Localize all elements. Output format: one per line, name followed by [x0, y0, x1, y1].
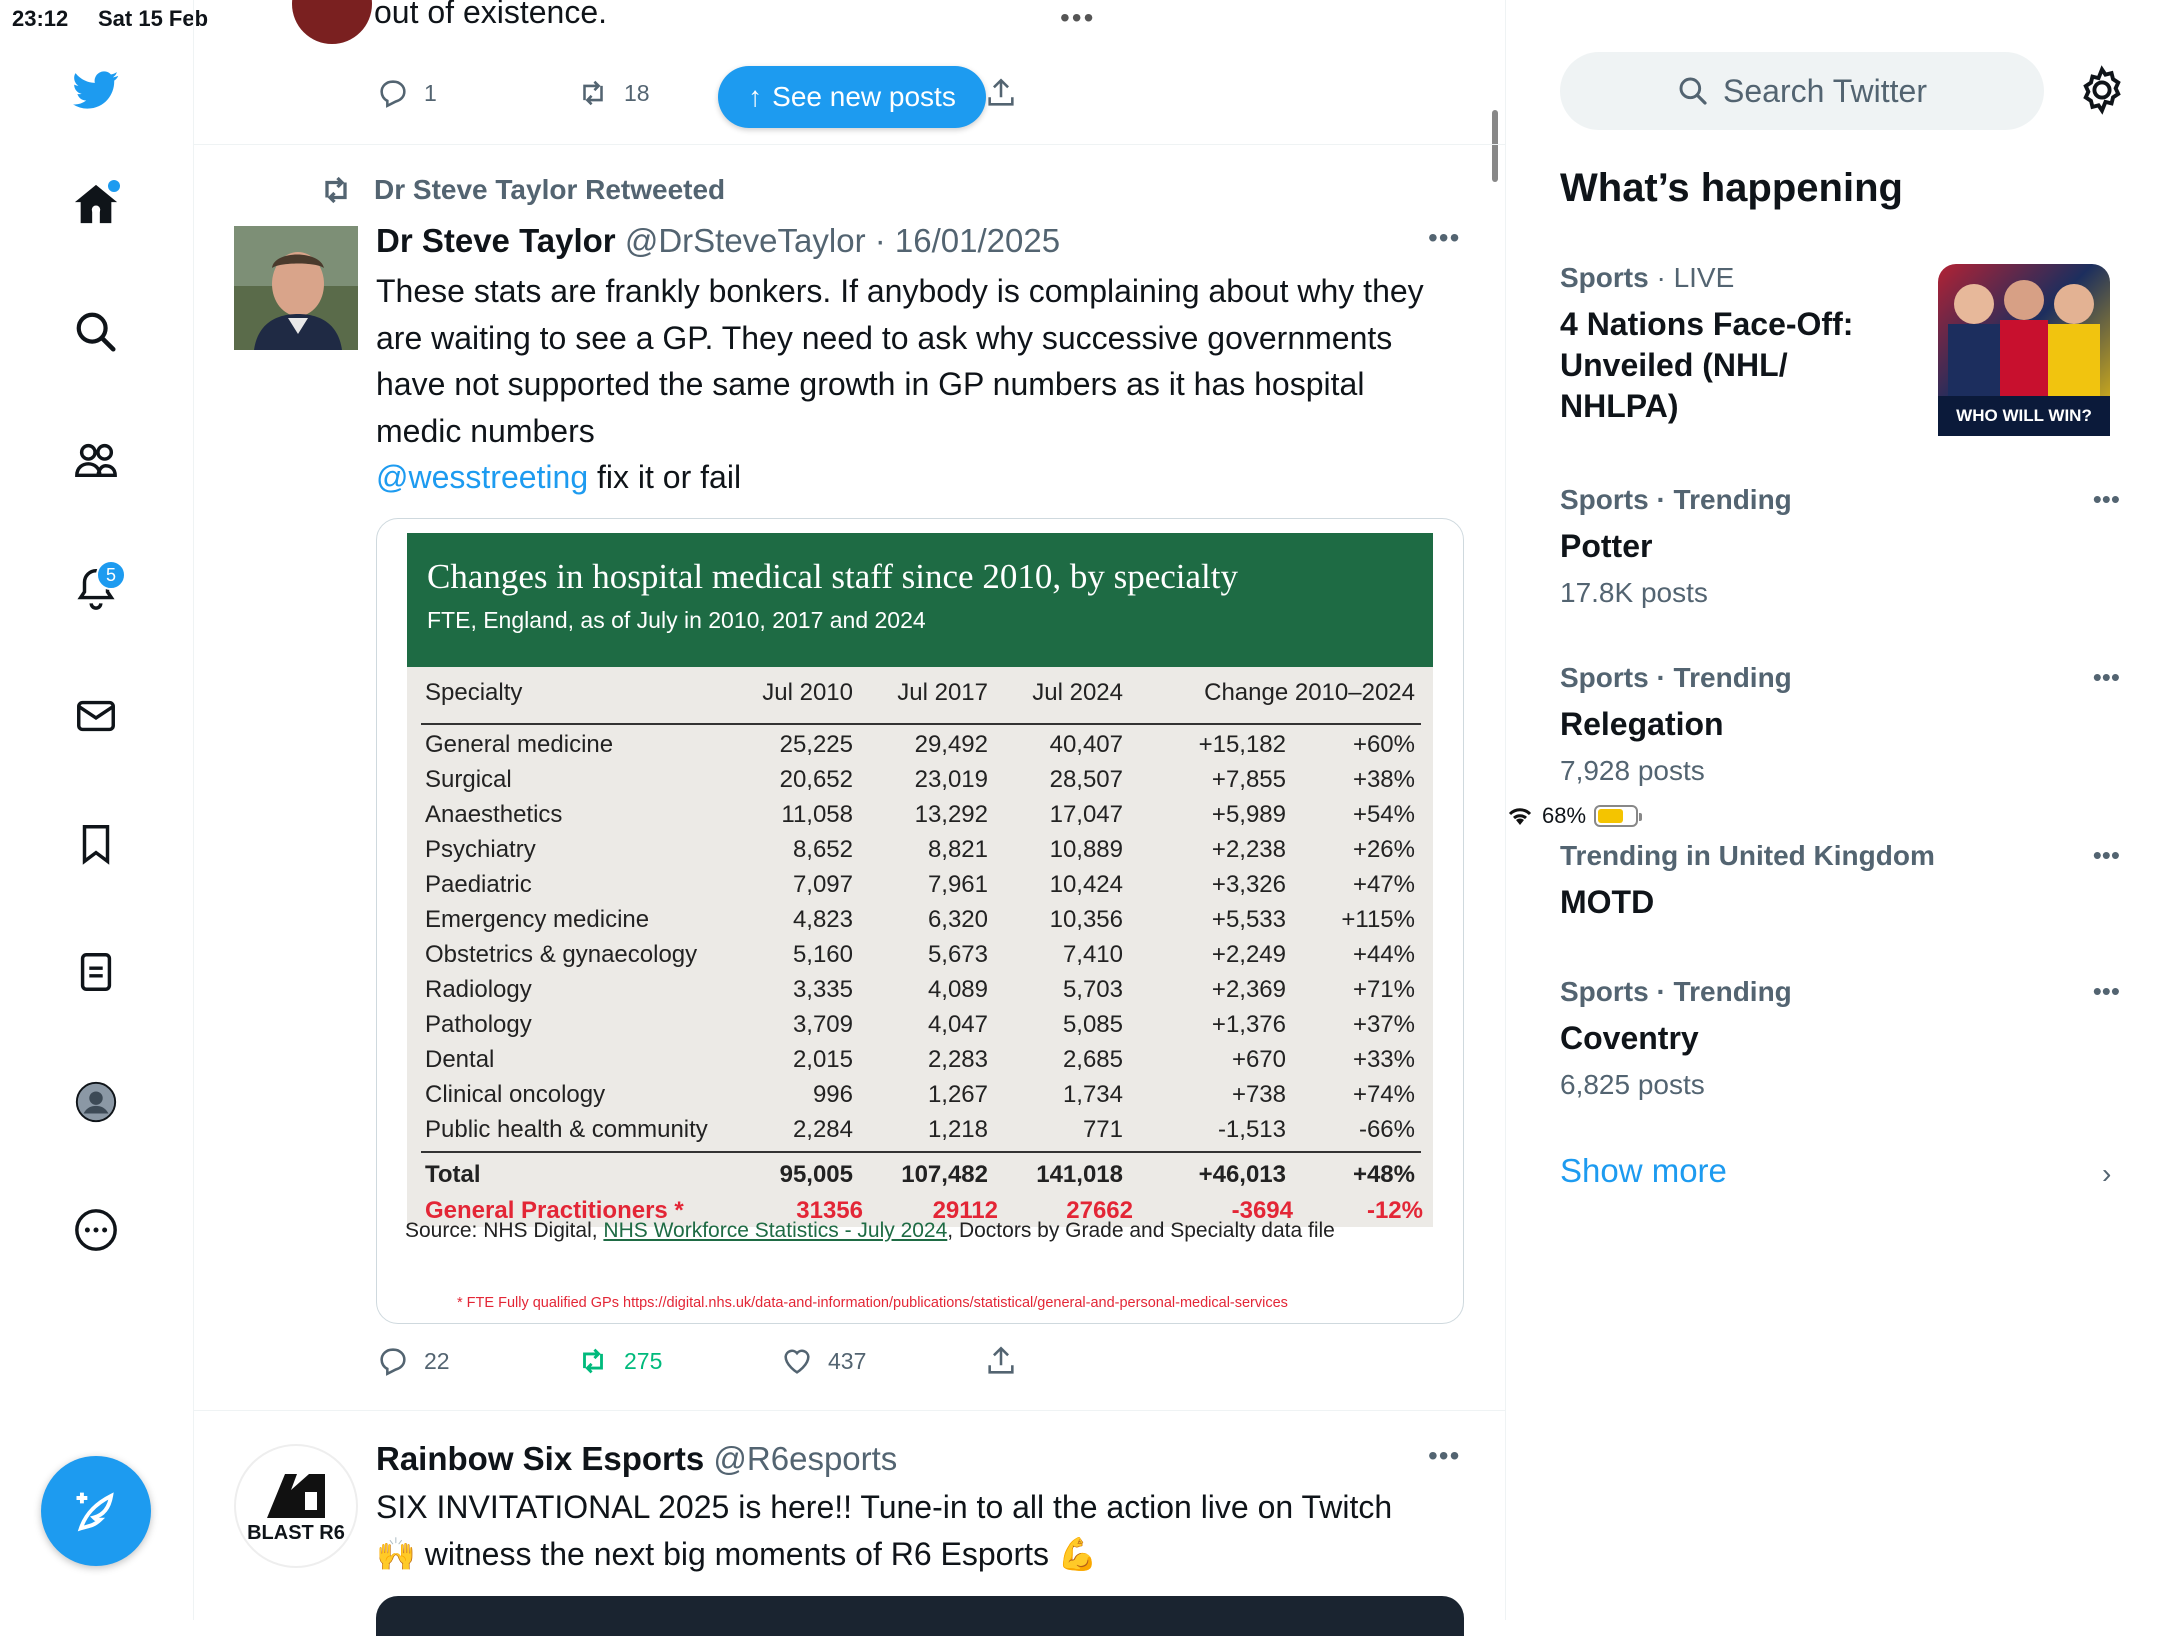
table-row [407, 836, 1433, 872]
trend-topic: MOTD [1560, 884, 1655, 920]
home-icon[interactable] [60, 168, 132, 240]
trend-more-icon[interactable]: ••• [2092, 840, 2120, 870]
table-cell: +37% [1352, 1011, 1415, 1038]
table-cell: +74% [1352, 1081, 1415, 1108]
table-row [407, 871, 1433, 907]
tweet-more-icon[interactable]: ••• [1428, 222, 1461, 253]
table-cell: General medicine [425, 731, 614, 758]
search-icon [1677, 75, 1709, 107]
table-row [407, 1081, 1433, 1117]
header-cell: Specialty [425, 679, 523, 706]
compose-feather-icon [70, 1485, 122, 1537]
table-total-row [407, 1161, 1433, 1197]
messages-icon[interactable] [60, 680, 132, 752]
table-row [407, 1046, 1433, 1082]
table-cell: 29112 [932, 1197, 998, 1224]
mention-link[interactable]: @wesstreeting [376, 459, 589, 495]
home-new-dot [108, 180, 120, 192]
status-date: Sat 15 Feb [98, 6, 209, 31]
table-cell: 11,058 [781, 801, 853, 828]
table-cell: +38% [1352, 766, 1415, 793]
table-cell: +115% [1341, 906, 1415, 933]
right-sidebar [1506, 0, 2160, 1620]
trend-meta: Sports · Trending [1560, 484, 1792, 515]
table-cell: 5,160 [792, 941, 853, 968]
table-cell: 10,889 [1049, 836, 1123, 863]
table-row [407, 766, 1433, 802]
compose-post-button[interactable] [41, 1456, 151, 1566]
table-cell: 2,015 [792, 1046, 853, 1073]
tweet-more-icon[interactable]: ••• [1428, 1440, 1461, 1471]
profile-icon[interactable] [60, 1066, 132, 1138]
table-cell: Total [425, 1161, 481, 1188]
trend-topic: Coventry [1560, 1020, 1699, 1056]
retweet-button[interactable] [576, 1344, 662, 1378]
tweet-date[interactable]: · 16/01/2025 [874, 222, 1061, 259]
trend-item[interactable] [1560, 976, 2120, 1101]
prev-tweet-text: out of existence. [374, 0, 608, 30]
table-cell: 7,961 [927, 871, 988, 898]
table-cell: +60% [1352, 731, 1415, 758]
header-cell: Change 2010–2024 [1204, 679, 1415, 706]
share-icon [984, 1344, 1018, 1378]
notification-count-badge: 5 [96, 560, 126, 590]
trend-item[interactable] [1560, 662, 2120, 787]
table-header-row [407, 679, 1433, 715]
table-cell: Emergency medicine [425, 906, 650, 933]
trend-count: 7,928 posts [1560, 755, 1705, 786]
header-cell: Jul 2017 [897, 679, 988, 706]
notifications-icon[interactable] [60, 552, 132, 624]
table-header-banner [407, 533, 1433, 667]
table-cell: Surgical [425, 766, 512, 793]
table-cell: 5,703 [1062, 976, 1123, 1003]
table-cell: 25,225 [779, 731, 853, 758]
table-cell: 8,821 [927, 836, 988, 863]
table-cell: 107,482 [901, 1161, 988, 1188]
table-cell: 8,652 [792, 836, 853, 863]
table-row [407, 941, 1433, 977]
tweet-image[interactable] [376, 518, 1464, 1324]
table-cell: Dental [425, 1046, 495, 1073]
next-tweet-text: SIX INVITATIONAL 2025 is here!! Tune-in to all the action live on Twitch 🙌 witness the next big moments of R6 Esports 💪 [376, 1489, 1393, 1572]
table-cell: 95,005 [779, 1161, 853, 1188]
table-cell: Anaesthetics [425, 801, 563, 828]
like-count: 437 [828, 1347, 867, 1374]
table-cell: 10,424 [1049, 871, 1123, 898]
reply-button[interactable] [376, 1344, 450, 1378]
table-cell: Radiology [425, 976, 532, 1003]
table-cell: +33% [1352, 1046, 1415, 1073]
settings-gear-icon[interactable] [2076, 64, 2128, 116]
blast-r6-logo [261, 1468, 331, 1524]
share-icon [984, 76, 1018, 110]
table-row [407, 1011, 1433, 1047]
table-rule [421, 1151, 1421, 1153]
prev-reply-count: 1 [424, 79, 437, 106]
table-cell: 4,089 [927, 976, 988, 1003]
table-cell: 28,507 [1049, 766, 1123, 793]
trend-more-icon[interactable]: ••• [2092, 484, 2120, 514]
communities-icon[interactable] [60, 424, 132, 496]
table-cell: 7,097 [792, 871, 853, 898]
table-footnote: * FTE Fully qualified GPs https://digital.nhs.uk/data-and-information/publications/statistical/general-and-personal-medical-services [457, 1295, 1288, 1311]
trend-meta: Sports · Trending [1560, 976, 1792, 1007]
trend-meta: Sports · Trending [1560, 662, 1792, 693]
timeline[interactable] [194, 0, 1506, 1620]
data-table [407, 667, 1433, 1227]
table-row [407, 976, 1433, 1012]
table-cell: +71% [1352, 976, 1415, 1003]
table-row [407, 1116, 1433, 1152]
table-cell: 1,218 [927, 1116, 988, 1143]
table-cell: +3,326 [1211, 871, 1286, 898]
table-cell: 20,652 [779, 766, 853, 793]
table-cell: 4,823 [792, 906, 853, 933]
table-cell: 40,407 [1049, 731, 1123, 758]
table-cell: +1,376 [1211, 1011, 1286, 1038]
author-name[interactable]: Dr Steve Taylor [376, 222, 616, 259]
table-cell: 7,410 [1062, 941, 1123, 968]
retweet-count: 275 [624, 1347, 663, 1374]
next-tweet-header [376, 1440, 897, 1478]
table-cell: 2,283 [927, 1046, 988, 1073]
hockey-players-image [1938, 264, 2110, 396]
table-cell: +7,855 [1211, 766, 1286, 793]
table-cell: +2,369 [1211, 976, 1286, 1003]
table-cell: 5,085 [1062, 1011, 1123, 1038]
bookmarks-icon[interactable] [60, 808, 132, 880]
more-icon[interactable] [60, 1194, 132, 1266]
table-cell: 1,267 [927, 1081, 988, 1108]
table-cell: +44% [1352, 941, 1415, 968]
table-cell: -66% [1358, 1116, 1415, 1143]
status-time: 23:12 [12, 6, 69, 31]
table-cell: 2,284 [792, 1116, 853, 1143]
table-cell: 27662 [1066, 1197, 1133, 1224]
r6-avatar[interactable] [234, 1444, 358, 1568]
table-rule [421, 723, 1421, 725]
table-cell: 141,018 [1036, 1161, 1123, 1188]
trend-item[interactable] [1560, 484, 2120, 609]
left-nav [0, 0, 194, 1620]
retweet-icon [576, 76, 610, 110]
header-cell: Jul 2024 [1032, 679, 1123, 706]
trend-topic: 4 Nations Face-Off: Unveiled (NHL/ NHLPA) [1560, 306, 1854, 424]
table-cell: 771 [1082, 1116, 1123, 1143]
trend-item[interactable] [1560, 840, 2120, 923]
reply-count: 22 [424, 1347, 450, 1374]
trend-count: 6,825 posts [1560, 1069, 1705, 1100]
table-cell: +670 [1231, 1046, 1286, 1073]
tweet-body: These stats are frankly bonkers. If anybody is complaining about why they are waiting to see a GP. They need to ask why successive governments have not supported the same growth in GP numbers as it has hospital medic numbers [376, 273, 1424, 449]
table-cell: 2,685 [1062, 1046, 1123, 1073]
table-cell: 31356 [796, 1197, 863, 1224]
source-link: NHS Workforce Statistics - July 2024 [603, 1219, 948, 1242]
table-subtitle: FTE, England, as of July in 2010, 2017 and 2024 [427, 607, 926, 633]
table-title: Changes in hospital medical staff since 2010, by specialty [427, 557, 1238, 596]
table-source [405, 1219, 1335, 1243]
prev-retweet-count: 18 [624, 79, 650, 106]
table-cell: 10,356 [1049, 906, 1123, 933]
see-new-posts-button[interactable] [718, 66, 986, 128]
trend-count: 17.8K posts [1560, 577, 1708, 608]
retweeted-by-line[interactable] [318, 172, 725, 208]
table-cell: Public health & community [425, 1116, 708, 1143]
table-cell: -1,513 [1217, 1116, 1286, 1143]
trend-meta: Sports · LIVE [1560, 262, 1735, 293]
table-cell: Clinical oncology [425, 1081, 606, 1108]
table-cell: Pathology [425, 1011, 532, 1038]
table-cell: +54% [1352, 801, 1415, 828]
arrow-up-icon: ↑ [748, 81, 763, 112]
table-cell: -12% [1366, 1197, 1423, 1224]
tweet-text [376, 268, 1456, 501]
table-cell: 4,047 [927, 1011, 988, 1038]
search-icon[interactable] [60, 296, 132, 368]
table-cell: 3,709 [792, 1011, 853, 1038]
tweet-divider [194, 1410, 1506, 1411]
lists-icon[interactable] [60, 936, 132, 1008]
tweet-body-tail: fix it or fail [588, 459, 742, 495]
retweet-icon [576, 1344, 610, 1378]
retweet-icon [318, 172, 354, 208]
table-cell: 23,019 [914, 766, 988, 793]
table-cell: 13,292 [914, 801, 988, 828]
source-prefix: Source: NHS Digital, [405, 1219, 604, 1242]
table-cell: 996 [812, 1081, 853, 1108]
search-placeholder: Search Twitter [1723, 72, 1927, 109]
table-cell: -3694 [1231, 1197, 1293, 1224]
chevron-right-icon: › [2102, 1158, 2112, 1189]
reply-icon [376, 76, 410, 110]
r6-avatar-text: BLAST R6 [247, 1521, 345, 1544]
whats-happening-title: What’s happening [1560, 166, 1903, 210]
table-cell: Psychiatry [425, 836, 536, 863]
author-handle[interactable]: @DrSteveTaylor [624, 222, 866, 259]
share-button[interactable] [984, 1344, 1018, 1378]
see-new-posts-label: See new posts [772, 81, 956, 112]
twitter-logo-icon[interactable] [60, 54, 132, 126]
like-button[interactable] [780, 1344, 866, 1378]
table-row [407, 906, 1433, 942]
header-cell: Jul 2010 [762, 679, 853, 706]
reply-icon [376, 1344, 410, 1378]
source-suffix: , Doctors by Grade and Specialty data file [947, 1219, 1335, 1242]
tweet-divider [194, 144, 1506, 145]
heart-icon [780, 1344, 814, 1378]
table-cell: +738 [1231, 1081, 1286, 1108]
table-row [407, 801, 1433, 837]
table-cell: +48% [1352, 1161, 1415, 1188]
retweeted-by-label: Dr Steve Taylor Retweeted [374, 174, 726, 205]
battery-percent: 68% [1542, 803, 1587, 828]
table-cell: Obstetrics & gynaecology [425, 941, 698, 968]
prev-reply-button[interactable] [376, 76, 437, 110]
table-cell: 5,673 [927, 941, 988, 968]
next-tweet-media[interactable] [376, 1596, 1464, 1636]
table-cell: +26% [1352, 836, 1415, 863]
table-row [407, 731, 1433, 767]
multitasking-dots-icon[interactable]: ••• [1060, 2, 1096, 33]
table-cell: +5,533 [1211, 906, 1286, 933]
prev-share-button[interactable] [984, 76, 1018, 110]
trend-image[interactable] [1938, 264, 2110, 436]
table-cell: 3,335 [792, 976, 853, 1003]
table-cell: 29,492 [914, 731, 988, 758]
show-more-link[interactable]: Show more [1560, 1152, 1727, 1189]
table-cell: +5,989 [1211, 801, 1286, 828]
trend-topic: Potter [1560, 528, 1653, 564]
table-cell: 17,047 [1049, 801, 1123, 828]
prev-retweet-button[interactable] [576, 76, 650, 110]
table-cell: +46,013 [1198, 1161, 1286, 1188]
table-cell: +15,182 [1198, 731, 1286, 758]
table-cell: 6,320 [927, 906, 988, 933]
table-cell: +2,238 [1211, 836, 1286, 863]
table-cell: +2,249 [1211, 941, 1286, 968]
table-cell: 1,734 [1062, 1081, 1123, 1108]
trend-image-caption: WHO WILL WIN? [1938, 396, 2110, 436]
trend-topic: Relegation [1560, 706, 1724, 742]
author-name[interactable]: Rainbow Six Esports [376, 1440, 705, 1477]
search-box[interactable] [1560, 52, 2044, 130]
tweet-header [376, 222, 1060, 260]
table-cell: General Practitioners * [425, 1197, 684, 1224]
table-cell: +47% [1352, 871, 1415, 898]
timeline-scrollbar[interactable] [1492, 110, 1498, 182]
trend-more-icon[interactable]: ••• [2092, 662, 2120, 692]
author-avatar[interactable] [234, 226, 358, 350]
trend-more-icon[interactable]: ••• [2092, 976, 2120, 1006]
table-cell: Paediatric [425, 871, 532, 898]
author-handle[interactable]: @R6esports [713, 1440, 898, 1477]
trend-meta: Trending in United Kingdom [1560, 840, 1935, 871]
